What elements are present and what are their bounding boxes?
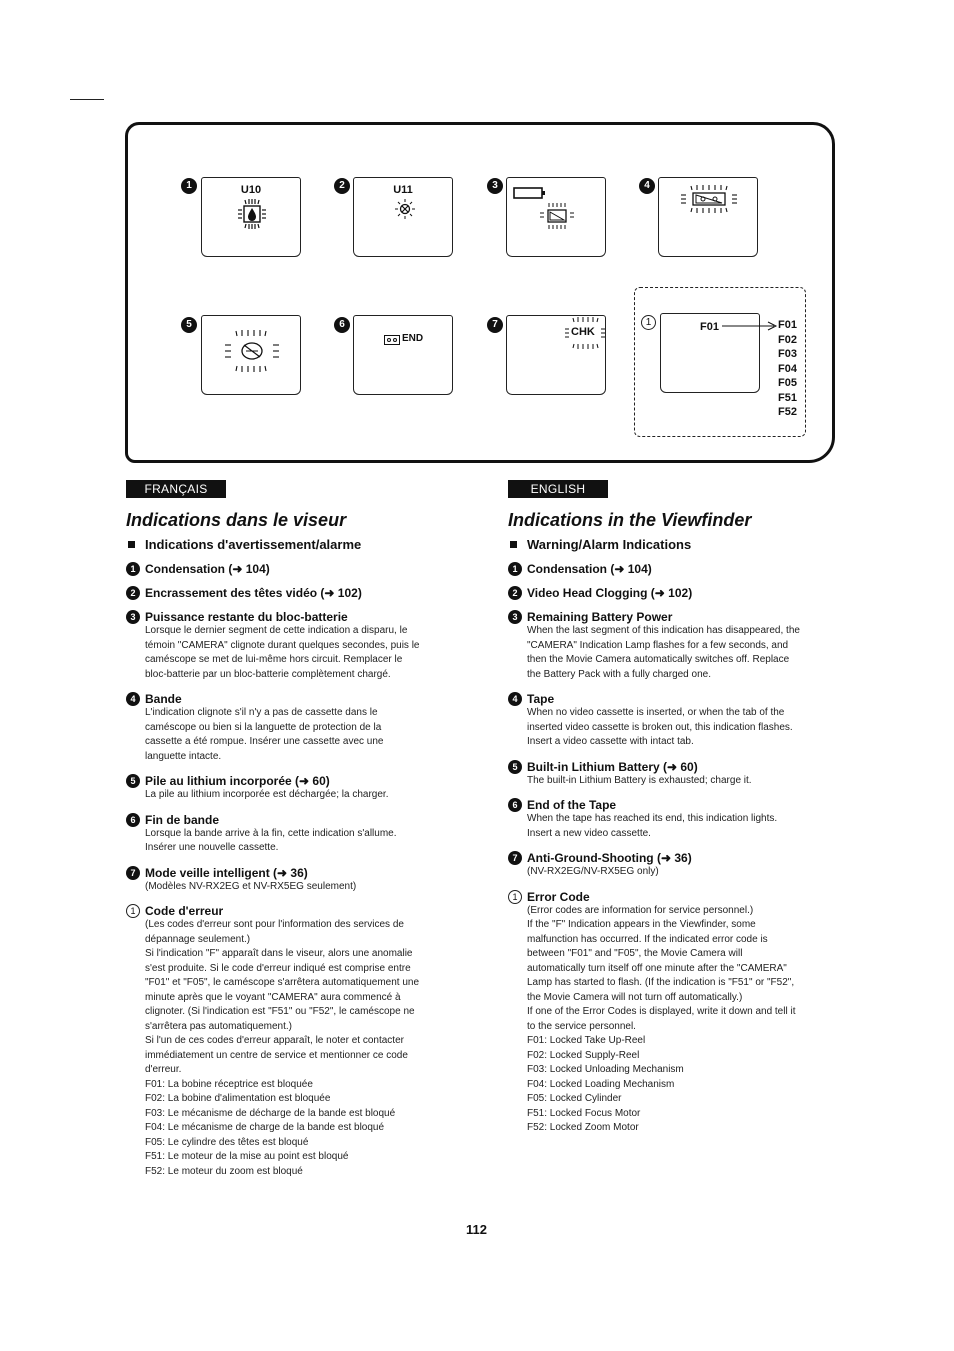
- english-title: Indications in the Viewfinder: [508, 510, 752, 530]
- list-item: [126, 562, 456, 576]
- item-number: 1: [126, 562, 140, 576]
- list-item: [126, 774, 456, 803]
- item-title-text: Condensation (➜ 104): [527, 562, 652, 576]
- item-description: (Error codes are information for service personnel.) If the "F" Indication appears in the Viewfinder, some malfunction has occurred. If the indicated error code is between "F01" and "F05", the Movie Camera will automatically turn itself off one minute after the "CAMERA" Lamp has started to flash. (If the indication is "F51" or "F52", the Movie Camera will not turn off automatically.) If one of the Error Codes is displayed, write it down and tell it to the service personnel. F01: Locked Take Up-Reel F02: Locked Supply-Reel F03: Locked Unloading Mechanism F04: Locked Loading Mechanism F05: Locked Cylinder F51: Locked Focus Motor F52: Locked Zoom Motor: [527, 904, 796, 1133]
- error-code-circle-number: 1: [641, 315, 656, 330]
- item-number: 1: [508, 562, 522, 576]
- item-number: 5: [126, 774, 140, 788]
- arrow-icon: [722, 321, 778, 331]
- french-title: Indications dans le viseur: [126, 510, 347, 530]
- item-description: When the tape has reached its end, this indication lights. Insert a new video cassette.: [527, 813, 778, 839]
- item-number: 6: [508, 798, 522, 812]
- item-description: The built-in Lithium Battery is exhausted; charge it.: [527, 774, 752, 786]
- panel-number-6: 6: [334, 317, 350, 333]
- item-description: La pile au lithium incorporée est déchargée; la charger.: [145, 789, 389, 800]
- item-title: [508, 692, 838, 706]
- battery-icon: [513, 186, 547, 200]
- item-number: 5: [508, 760, 522, 774]
- item-number: 7: [126, 866, 140, 880]
- list-item: [126, 610, 456, 682]
- list-item: [126, 813, 456, 856]
- list-item: [508, 610, 838, 682]
- item-number: 1: [126, 904, 140, 918]
- item-title-text: Bande: [145, 692, 182, 706]
- error-code-item: F52: [778, 406, 797, 418]
- item-title-text: Tape: [527, 692, 555, 706]
- error-code-item: F04: [778, 362, 797, 375]
- language-tab-english: ENGLISH: [508, 480, 608, 498]
- item-title: [508, 760, 838, 774]
- panel-number-2: 2: [334, 178, 350, 194]
- panel-number-3: 3: [487, 178, 503, 194]
- item-title-text: Built-in Lithium Battery (➜ 60): [527, 759, 698, 774]
- item-description: (NV-RX2EG/NV-RX5EG only): [527, 866, 659, 877]
- item-number: 2: [126, 586, 140, 600]
- item-number: 2: [508, 586, 522, 600]
- panel-label-u11: U11: [393, 184, 413, 196]
- item-title: [126, 904, 456, 918]
- english-items: [508, 562, 838, 1136]
- panel-label-end: END: [402, 333, 424, 344]
- condensation-icon: [236, 198, 268, 230]
- item-description: Lorsque le dernier segment de cette indication a disparu, le témoin "CAMERA" clignote durant quelques secondes, puis le caméscope se met de lui-même hors circuit. Remplacer le bloc-batterie par un bloc-batterie complètement chargé.: [145, 625, 420, 680]
- item-title-text: Remaining Battery Power: [527, 610, 673, 624]
- item-title: [126, 610, 456, 624]
- item-title: [126, 692, 456, 706]
- item-title: [508, 610, 838, 624]
- panel-label-u10: U10: [240, 184, 262, 196]
- item-title: [508, 890, 838, 904]
- item-title-text: Pile au lithium incorporée (➜ 60): [145, 774, 330, 788]
- error-code-item: F01: [778, 319, 797, 331]
- english-subtitle: Warning/Alarm Indications: [508, 537, 838, 552]
- item-description: (Les codes d'erreur sont pour l'information des services de dépannage seulement.) Si l'indication "F" apparaît dans le viseur, alors une anomalie s'est produite. Si le code d'erreur indiqué est comprise entre "F01" et "F05", le caméscope s'arrêtera automatiquement une minute après que le voyant "CAMERA" aura commencé à clignoter. (Si l'indication est "F51" ou "F52", le caméscope ne s'arrêtera pas automatiquement.) Si l'un de ces codes d'erreur apparaît, le noter et contacter immédiatement un centre de service et mentionner ce code d'erreur. F01: La bobine réceptrice est bloquée F02: La bobine d'alimentation est bloquée F03: Le mécanisme de décharge de la bande est bloqué F04: Le mécanisme de charge de la bande est bloqué F05: Le cylindre des têtes est bloqué F51: Le moteur de la mise au point est bloqué F52: Le moteur du zoom est bloqué: [145, 919, 420, 1177]
- item-description: When no video cassette is inserted, or when the tab of the inserted video cassette is broken out, this indication flashes. Insert a video cassette with intact tab.: [527, 707, 793, 747]
- item-number: 3: [508, 610, 522, 624]
- panel-number-1: 1: [181, 178, 197, 194]
- page-number: 112: [466, 1222, 487, 1237]
- item-number: 3: [126, 610, 140, 624]
- cassette-warning-icon: [537, 202, 577, 230]
- french-subtitle: Indications d'avertissement/alarme: [126, 537, 456, 552]
- english-column: [508, 480, 838, 1136]
- item-title: [126, 813, 456, 827]
- list-item: [508, 586, 838, 600]
- item-number: 6: [126, 813, 140, 827]
- panel-label-chk: CHK: [571, 326, 595, 338]
- item-title-text: End of the Tape: [527, 798, 617, 812]
- item-title: [126, 774, 456, 788]
- item-description: (Modèles NV-RX2EG et NV-RX5EG seulement): [145, 880, 357, 892]
- error-code-item: F05: [778, 377, 797, 389]
- item-number: 1: [508, 890, 522, 904]
- item-title: [508, 562, 838, 576]
- item-number: 7: [508, 851, 522, 865]
- list-item: [126, 866, 456, 895]
- tape-icon: [679, 184, 739, 214]
- lithium-battery-icon: [222, 328, 282, 374]
- list-item: [126, 692, 456, 764]
- language-tab-french: FRANÇAIS: [126, 480, 226, 498]
- item-title: [508, 798, 838, 812]
- list-item: [508, 851, 838, 880]
- item-title: [508, 586, 838, 600]
- item-number: 4: [126, 692, 140, 706]
- panel-number-5: 5: [181, 317, 197, 333]
- french-items: [126, 562, 456, 1179]
- viewfinder-panel-1: [201, 177, 301, 257]
- item-title-text: Video Head Clogging (➜ 102): [527, 586, 693, 600]
- item-title: [126, 562, 456, 576]
- viewfinder-panel-6: [353, 315, 453, 395]
- header-rule: [70, 99, 104, 100]
- error-code-item: F51: [778, 391, 797, 404]
- item-description: Lorsque la bande arrive à la fin, cette indication s'allume. Insérer une nouvelle cassette.: [145, 827, 397, 853]
- item-title-text: Fin de bande: [145, 812, 220, 827]
- item-title-text: Encrassement des têtes vidéo (➜ 102): [145, 586, 362, 600]
- item-title: [126, 866, 456, 880]
- item-title-text: Error Code: [527, 889, 590, 904]
- list-item: [508, 562, 838, 576]
- error-code-item: F02: [778, 333, 797, 346]
- error-code-current: F01: [700, 321, 719, 333]
- item-title-text: Condensation (➜ 104): [145, 562, 270, 576]
- viewfinder-panel-4: [658, 177, 758, 257]
- item-title-text: Code d'erreur: [145, 904, 224, 918]
- item-description: L'indication clignote s'il n'y a pas de cassette dans le caméscope ou bien si la languette de protection de la cassette a été rompue. Insérer une cassette avec une languette intacte.: [145, 707, 384, 762]
- list-item: [126, 904, 456, 1179]
- item-description: When the last segment of this indication has disappeared, the "CAMERA" Indication Lamp flashes for a few seconds, and then the Movie Camera automatically switches off. Replace the Battery Pack with a fully charged one.: [527, 625, 800, 680]
- list-item: [126, 586, 456, 600]
- viewfinder-panel-2: [353, 177, 453, 257]
- item-title-text: Anti-Ground-Shooting (➜ 36): [527, 851, 692, 865]
- panel-number-4: 4: [639, 178, 655, 194]
- panel-number-7: 7: [487, 317, 503, 333]
- item-title-text: Puissance restante du bloc-batterie: [145, 610, 348, 624]
- viewfinder-panel-5: [201, 315, 301, 395]
- item-title-text: Mode veille intelligent (➜ 36): [145, 865, 308, 880]
- viewfinder-panel-3: [506, 177, 606, 257]
- viewfinder-panel-7: [506, 315, 606, 395]
- tape-end-icon: [384, 335, 400, 345]
- item-number: 4: [508, 692, 522, 706]
- list-item: [508, 760, 838, 789]
- item-title: [126, 586, 456, 600]
- list-item: [508, 798, 838, 841]
- head-clog-icon: [394, 198, 416, 220]
- list-item: [508, 692, 838, 750]
- list-item: [508, 890, 838, 1136]
- item-title: [508, 851, 838, 865]
- error-code-item: F03: [778, 348, 797, 360]
- french-column: [126, 480, 456, 1179]
- error-code-list: [778, 318, 797, 420]
